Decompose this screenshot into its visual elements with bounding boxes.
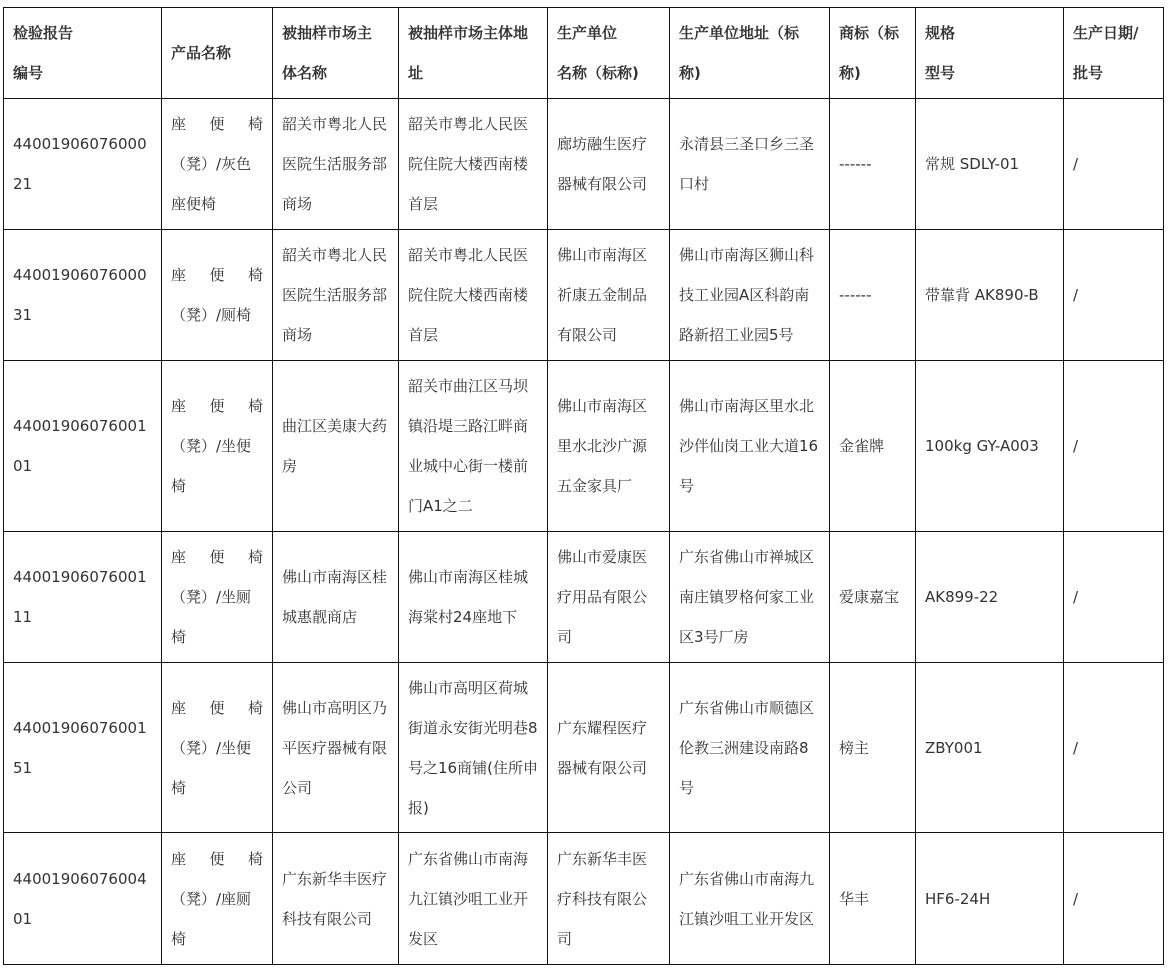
market-address-cell: 广东省佛山市南海九江镇沙咀工业开发区 [399,833,548,965]
trademark-cell: 华丰 [830,833,916,965]
table-row [4,663,1164,833]
manufacturer-address-cell: 佛山市南海区里水北沙伴仙岗工业大道16号 [670,361,830,532]
market-name-cell: 韶关市粤北人民医院生活服务部商场 [273,99,399,230]
manufacturer-cell: 佛山市南海区里水北沙广源五金家具厂 [548,361,670,532]
table-row [4,361,1164,532]
header-product-name: 产品名称 [162,8,273,99]
spec-model-cell: AK899-22 [916,532,1064,663]
manufacturer-cell: 广东耀程医疗器械有限公司 [548,663,670,833]
product-name-cell: 座 便 椅 （凳）/坐便椅 [162,663,273,833]
market-name-cell: 韶关市粤北人民医院生活服务部商场 [273,230,399,361]
market-name-cell: 广东新华丰医疗科技有限公司 [273,833,399,965]
trademark-cell: 榜主 [830,663,916,833]
header-manufacturer-address: 生产单位地址（标 称) [670,8,830,99]
inspection-report-table [3,7,1164,965]
manufacturer-address-cell: 永清县三圣口乡三圣口村 [670,99,830,230]
report-number-cell: 4400190607600111 [4,532,162,663]
manufacturer-address-cell: 广东省佛山市南海九江镇沙咀工业开发区 [670,833,830,965]
manufacturer-address-cell: 广东省佛山市顺德区伦教三洲建设南路8号 [670,663,830,833]
production-date-cell: / [1064,361,1164,532]
header-spec-model: 规格 型号 [916,8,1064,99]
table-row [4,833,1164,965]
product-name-cell: 座 便 椅 （凳）/坐厕椅 [162,532,273,663]
header-row [4,8,1164,99]
manufacturer-cell: 佛山市南海区祈康五金制品有限公司 [548,230,670,361]
production-date-cell: / [1064,663,1164,833]
spec-model-cell: ZBY001 [916,663,1064,833]
manufacturer-cell: 廊坊融生医疗器械有限公司 [548,99,670,230]
manufacturer-cell: 佛山市爱康医疗用品有限公司 [548,532,670,663]
market-address-cell: 韶关市粤北人民医院住院大楼西南楼首层 [399,99,548,230]
market-address-cell: 佛山市南海区桂城海棠村24座地下 [399,532,548,663]
market-name-cell: 曲江区美康大药房 [273,361,399,532]
manufacturer-cell: 广东新华丰医疗科技有限公司 [548,833,670,965]
header-production-date-batch: 生产日期/ 批号 [1064,8,1164,99]
table-row [4,99,1164,230]
spec-model-cell: 100kg GY-A003 [916,361,1064,532]
production-date-cell: / [1064,833,1164,965]
header-market-address: 被抽样市场主体地 址 [399,8,548,99]
market-address-cell: 佛山市高明区荷城街道永安街光明巷8号之16商铺(住所申报) [399,663,548,833]
report-number-cell: 4400190607600021 [4,99,162,230]
table-row [4,532,1164,663]
market-name-cell: 佛山市南海区桂城惠靓商店 [273,532,399,663]
header-market-name: 被抽样市场主 体名称 [273,8,399,99]
spec-model-cell: 常规 SDLY-01 [916,99,1064,230]
table-row [4,230,1164,361]
product-name-cell: 座 便 椅 （凳）/座厕椅 [162,833,273,965]
header-report-number: 检验报告 编号 [4,8,162,99]
product-name-cell: 座 便 椅 （凳）/厕椅 [162,230,273,361]
report-number-cell: 4400190607600151 [4,663,162,833]
spec-model-cell: 带靠背 AK890-B [916,230,1064,361]
market-name-cell: 佛山市高明区乃平医疗器械有限公司 [273,663,399,833]
trademark-cell: 爱康嘉宝 [830,532,916,663]
header-trademark: 商标（标 称) [830,8,916,99]
product-name-cell: 座 便 椅 （凳）/灰色座便椅 [162,99,273,230]
header-manufacturer: 生产单位 名称（标称) [548,8,670,99]
production-date-cell: / [1064,230,1164,361]
report-number-cell: 4400190607600101 [4,361,162,532]
product-name-cell: 座 便 椅 （凳）/坐便椅 [162,361,273,532]
manufacturer-address-cell: 佛山市南海区狮山科技工业园A区科韵南路新招工业园5号 [670,230,830,361]
report-number-cell: 4400190607600401 [4,833,162,965]
production-date-cell: / [1064,99,1164,230]
spec-model-cell: HF6-24H [916,833,1064,965]
trademark-cell: ------ [830,99,916,230]
market-address-cell: 韶关市曲江区马坝镇沿堤三路江畔商业城中心街一楼前门A1之二 [399,361,548,532]
trademark-cell: 金雀牌 [830,361,916,532]
manufacturer-address-cell: 广东省佛山市禅城区南庄镇罗格何家工业区3号厂房 [670,532,830,663]
market-address-cell: 韶关市粤北人民医院住院大楼西南楼首层 [399,230,548,361]
report-number-cell: 4400190607600031 [4,230,162,361]
production-date-cell: / [1064,532,1164,663]
trademark-cell: ------ [830,230,916,361]
